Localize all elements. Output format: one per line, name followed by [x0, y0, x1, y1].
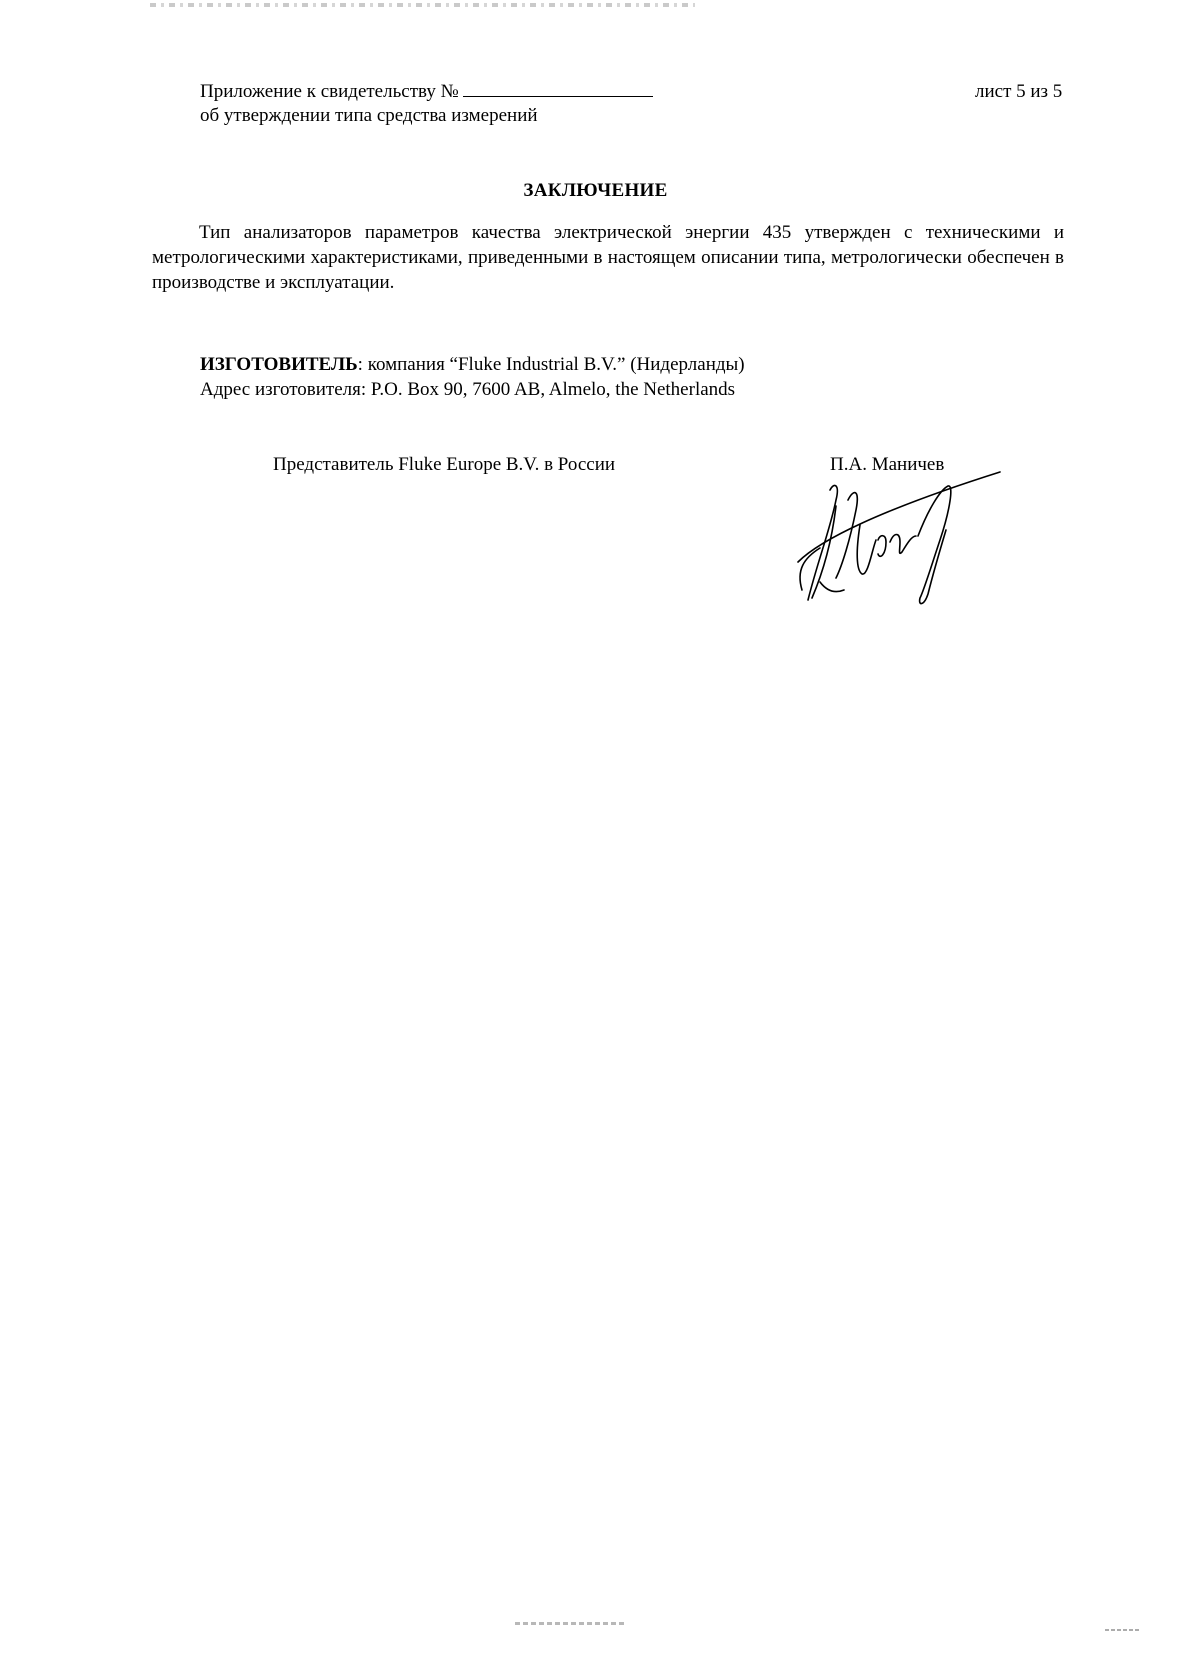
signer-name: П.А. Маничев: [830, 454, 945, 475]
conclusion-text: Тип анализаторов параметров качества электрической энергии 435 утвержден с техническими и метрологическими характеристиками, приведенными в настоящем описании типа, метрологически обеспечен в производстве и эксплуатации.: [152, 222, 1064, 293]
manufacturer-address: Адрес изготовителя: P.O. Box 90, 7600 AB, Almelo, the Netherlands: [200, 379, 736, 400]
appendix-line-2: об утверждении типа средства измерений: [200, 105, 538, 126]
conclusion-title: ЗАКЛЮЧЕНИЕ: [523, 180, 668, 201]
appendix-line-1: [200, 80, 653, 104]
representative-label: Представитель Fluke Europe B.V. в России: [273, 454, 616, 475]
scan-artifact-top: [150, 3, 695, 7]
manufacturer-label: ИЗГОТОВИТЕЛЬ: [200, 354, 358, 375]
sheet-number: лист 5 из 5: [975, 81, 1063, 102]
appendix-certificate-label: Приложение к свидетельству №: [200, 81, 459, 102]
manufacturer-line: [200, 352, 745, 377]
scan-artifact-bottom: [515, 1622, 625, 1625]
manufacturer-block: [200, 352, 745, 402]
certificate-number-blank: [463, 80, 653, 97]
handwritten-signature: [790, 470, 1015, 630]
manufacturer-value: : компания “Fluke Industrial B.V.” (Нидерланды): [357, 354, 745, 375]
appendix-header: [200, 80, 653, 128]
scan-artifact-bottom-right: [1105, 1629, 1140, 1631]
